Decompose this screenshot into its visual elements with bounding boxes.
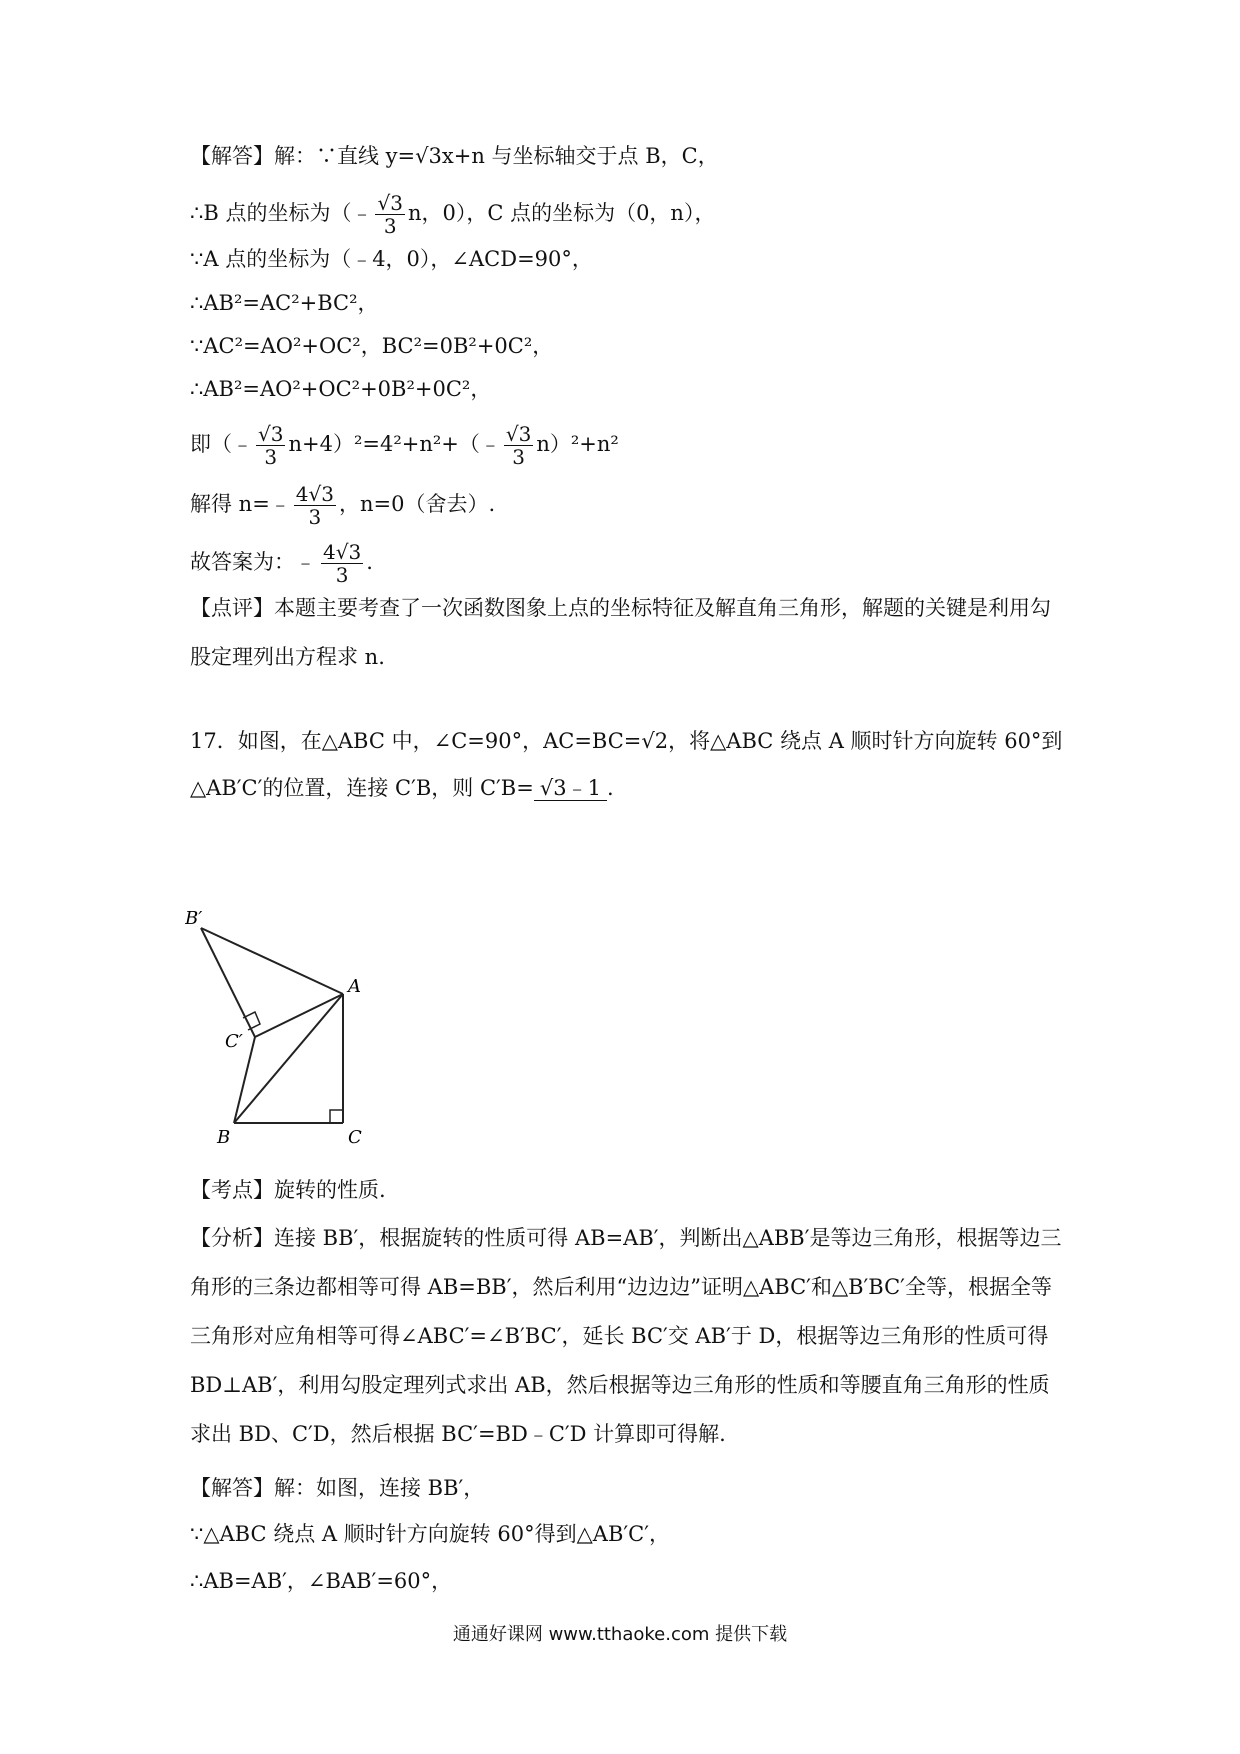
jieda-line-1: 【解答】解：如图，连接 BB′， bbox=[190, 1476, 485, 1500]
label-c-prime: C′ bbox=[225, 1031, 243, 1052]
fraction: $\frac{√3}{3}$ bbox=[505, 422, 532, 469]
label-c: C bbox=[348, 1127, 362, 1148]
label-b: B bbox=[217, 1127, 231, 1148]
solution-line-1: 【解答】解：∵直线 y=√3x+n 与坐标轴交于点 B，C， bbox=[190, 144, 719, 168]
right-angle-mark-c-prime bbox=[243, 1012, 260, 1030]
answer-blank: √3﹣1 bbox=[534, 776, 607, 801]
kaodian-line: 【考点】旋转的性质. bbox=[190, 1178, 386, 1202]
fraction: $\frac{√3}{3}$ bbox=[377, 191, 403, 238]
solution-line-3: ∵A 点的坐标为（﹣4，0），∠ACD=90°， bbox=[190, 247, 593, 271]
label-a: A bbox=[348, 976, 361, 997]
rotation-triangle-figure bbox=[185, 905, 425, 1155]
problem-17-stem-2: △AB′C′的位置，连接 C′B，则 C′B= √3﹣1 . bbox=[190, 776, 614, 800]
solution-line-4: ∴AB²=AC²+BC²， bbox=[190, 291, 379, 315]
problem-17-stem: 17．如图，在△ABC 中，∠C=90°，AC=BC=√2，将△ABC 绕点 A 顺时针方向旋转 60°到 bbox=[190, 729, 1063, 753]
jieda-line-3: ∴AB=AB′，∠BAB′=60°， bbox=[190, 1569, 453, 1593]
solution-line-7: 即（﹣ $\frac{√3}{3}$ n+4）²=4²+n²+（﹣ $\frac{√3}{3}$ n）²+n² bbox=[190, 422, 619, 469]
solution-line-6: ∴AB²=AO²+OC²+0B²+0C²， bbox=[190, 377, 492, 401]
solution-line-5: ∵AC²=AO²+OC²，BC²=0B²+0C²， bbox=[190, 334, 554, 358]
solution-line-9: 故答案为：﹣ $\frac{4√3}{3}$ . bbox=[190, 540, 373, 587]
fraction: $\frac{√3}{3}$ bbox=[258, 422, 284, 469]
fenxi-paragraph: 【分析】连接 BB′，根据旋转的性质可得 AB=AB′，判断出△ABB′是等边三角形，根据等边三角形的三条边都相等可得 AB=BB′，然后利用“边边边”证明△ABC′和△B′BC′全等，根据全等三角形对应角相等可得∠ABC′=∠B′BC′，延长 BC′交 AB′于 D，根据等边三角形的性质可得 BD⊥AB′，利用勾股定理列式求出 AB，然后根据等边三角形的性质和等腰直角三角形的性质求出 BD、C′D，然后根据 BC′=BD﹣C′D 计算即可得解. bbox=[190, 1226, 1062, 1446]
edge-b-prime-a bbox=[201, 928, 343, 994]
solution-line-8: 解得 n=﹣ $\frac{4√3}{3}$ ，n=0（舍去）. bbox=[190, 482, 496, 529]
edge-a-c-prime bbox=[255, 994, 343, 1037]
fraction: $\frac{4√3}{3}$ bbox=[295, 482, 334, 529]
label-b-prime: B′ bbox=[185, 908, 203, 929]
right-angle-mark-c bbox=[330, 1110, 343, 1123]
jieda-line-2: ∵△ABC 绕点 A 顺时针方向旋转 60°得到△AB′C′， bbox=[190, 1522, 671, 1546]
solution-line-2: ∴B 点的坐标为（﹣ $\frac{√3}{3}$ n，0），C 点的坐标为（0，n）， bbox=[190, 191, 716, 238]
fraction: $\frac{4√3}{3}$ bbox=[323, 540, 362, 587]
edge-b-prime-c-prime bbox=[201, 928, 255, 1037]
comment-paragraph: 【点评】本题主要考查了一次函数图象上点的坐标特征及解直角三角形，解题的关键是利用勾股定理列出方程求 n. bbox=[190, 596, 1051, 669]
footer-watermark: 通通好课网 www.tthaoke.com 提供下载 bbox=[452, 1624, 788, 1645]
